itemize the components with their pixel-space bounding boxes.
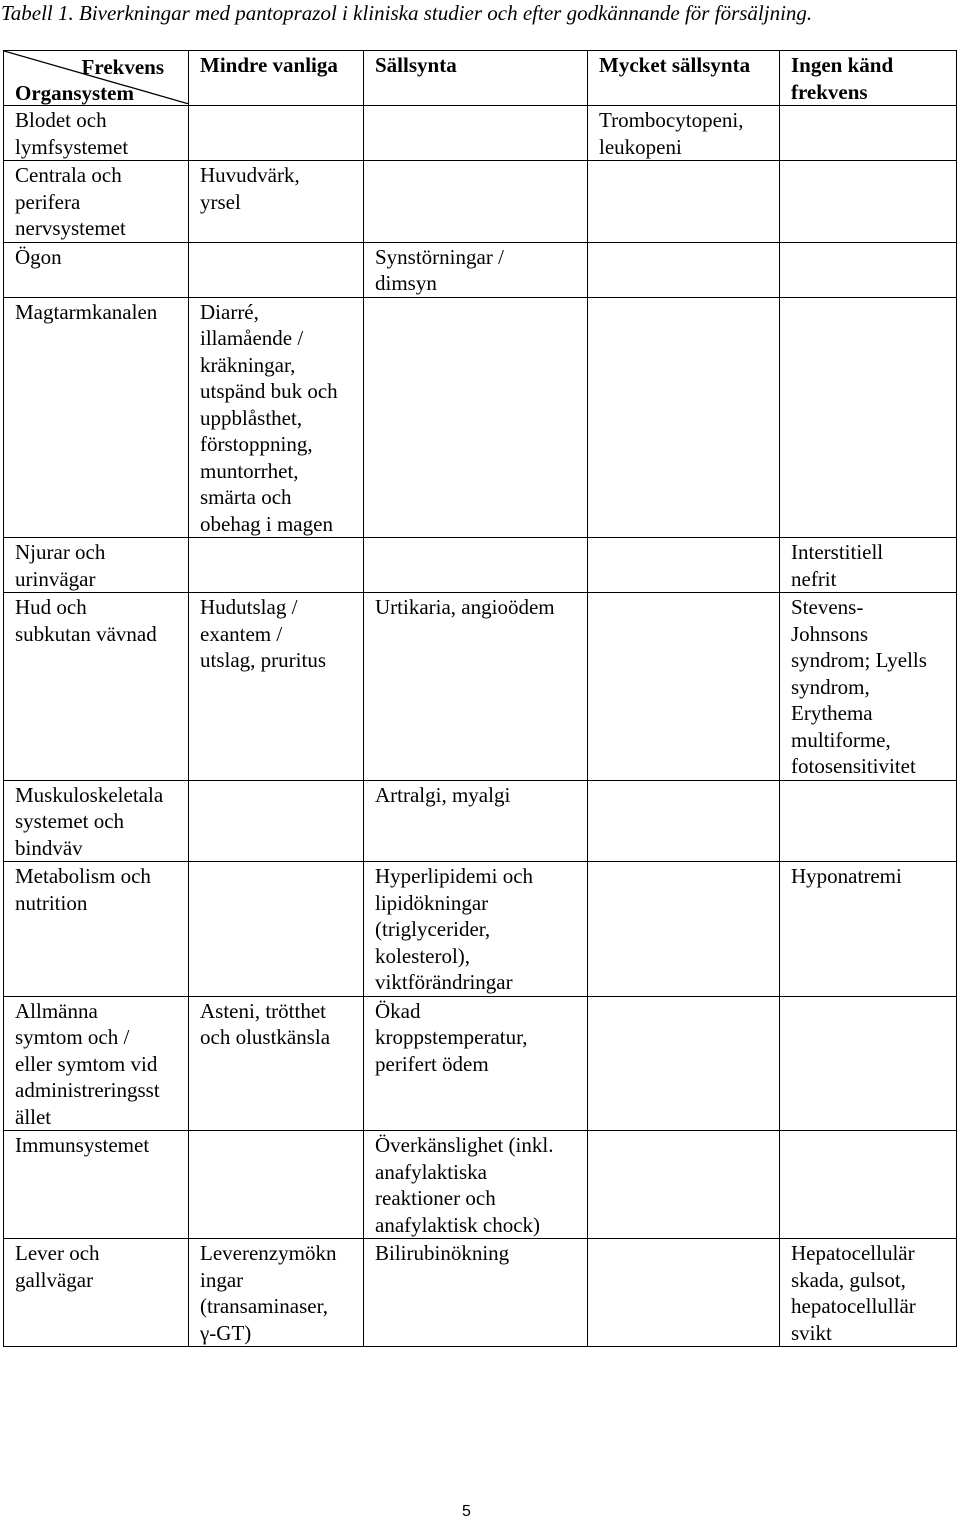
sallsynta-cell-text: kroppstemperatur, xyxy=(375,1025,528,1049)
mindre-vanliga-cell-text: Diarré, xyxy=(200,299,259,324)
sallsynta-cell-text: Artralgi, myalgi xyxy=(375,782,511,807)
organ-cell-text: lymfsystemet xyxy=(15,134,129,159)
header-frekvens: Frekvens xyxy=(81,55,164,79)
mycket-sallsynta-cell xyxy=(588,1239,780,1347)
sallsynta-cell-text: reaktioner och xyxy=(375,1186,496,1210)
ingen-kand-cell xyxy=(780,161,957,243)
adverse-reactions-table xyxy=(3,50,957,1347)
sallsynta-cell xyxy=(364,106,588,161)
table-row xyxy=(4,297,957,538)
mindre-vanliga-cell-text: Asteni, trötthet xyxy=(200,998,326,1023)
table-row xyxy=(4,1131,957,1239)
sallsynta-cell xyxy=(364,996,588,1131)
organ-cell-text: nervsystemet xyxy=(15,216,126,240)
ingen-kand-cell-text: Interstitiell xyxy=(791,540,884,564)
organ-cell xyxy=(4,538,189,593)
organ-cell-text: administreringsst xyxy=(15,1078,160,1102)
organ-cell-text: Centrala och xyxy=(15,163,122,187)
ingen-kand-cell-text: Stevens- xyxy=(791,595,864,619)
header-mycket-sallsynta: Mycket sällsynta xyxy=(588,51,780,106)
organ-cell-text: Njurar och xyxy=(15,540,106,564)
mindre-vanliga-cell xyxy=(189,593,364,781)
sallsynta-cell-text: anafylaktiska xyxy=(375,1159,487,1184)
sallsynta-cell xyxy=(364,862,588,997)
organ-cell-text: Hud och xyxy=(15,595,87,619)
mindre-vanliga-cell-text: Hudutslag / xyxy=(200,595,298,619)
organ-cell-text: perifera xyxy=(15,189,81,214)
ingen-kand-cell xyxy=(780,996,957,1131)
sallsynta-cell-text: Ökad xyxy=(375,998,421,1023)
mindre-vanliga-cell-text: exantem / xyxy=(200,621,283,646)
header-corner-cell xyxy=(4,51,189,106)
sallsynta-cell-text: Hyperlipidemi och xyxy=(375,864,534,888)
organ-cell xyxy=(4,593,189,781)
mycket-sallsynta-cell xyxy=(588,538,780,593)
ingen-kand-cell xyxy=(780,242,957,297)
ingen-kand-cell-text: syndrom; Lyells xyxy=(791,648,927,672)
ingen-kand-cell-text: fotosensitivitet xyxy=(791,754,916,778)
organ-cell-text: Immunsystemet xyxy=(15,1133,150,1157)
table-row xyxy=(4,106,957,161)
ingen-kand-cell-text: multiforme, xyxy=(791,727,891,752)
organ-cell-text: nutrition xyxy=(15,890,88,915)
header-mindre-vanliga: Mindre vanliga xyxy=(189,51,364,106)
table-row xyxy=(4,862,957,997)
table-row xyxy=(4,161,957,243)
mycket-sallsynta-cell xyxy=(588,161,780,243)
mindre-vanliga-cell xyxy=(189,1239,364,1347)
mindre-vanliga-cell-text: uppblåsthet, xyxy=(200,405,303,430)
organ-cell xyxy=(4,1239,189,1347)
organ-cell xyxy=(4,161,189,243)
mindre-vanliga-cell-text: γ-GT) xyxy=(200,1320,252,1345)
organ-cell-text: Lever och xyxy=(15,1241,100,1265)
organ-cell-text: gallvägar xyxy=(15,1267,94,1292)
sallsynta-cell xyxy=(364,161,588,243)
mindre-vanliga-cell-text: utspänd buk och xyxy=(200,379,338,403)
sallsynta-cell-text: viktförändringar xyxy=(375,970,513,994)
organ-cell-text: Allmänna xyxy=(15,998,98,1023)
ingen-kand-cell-text: Johnsons xyxy=(791,621,869,646)
mindre-vanliga-cell xyxy=(189,1131,364,1239)
table-caption: Tabell 1. Biverkningar med pantoprazol i kliniska studier och efter godkännande för försäljning. xyxy=(1,1,813,25)
ingen-kand-cell xyxy=(780,1131,957,1239)
ingen-kand-cell-text: hepatocellullär xyxy=(791,1294,916,1318)
sallsynta-cell xyxy=(364,242,588,297)
organ-cell-text: Blodet och xyxy=(15,108,107,132)
mycket-sallsynta-cell xyxy=(588,242,780,297)
sallsynta-cell xyxy=(364,538,588,593)
ingen-kand-cell xyxy=(780,538,957,593)
mycket-sallsynta-cell xyxy=(588,862,780,997)
organ-cell-text: Muskuloskeletala xyxy=(15,782,164,807)
mindre-vanliga-cell-text: smärta och xyxy=(200,485,292,509)
mycket-sallsynta-cell xyxy=(588,780,780,862)
mindre-vanliga-cell xyxy=(189,780,364,862)
mindre-vanliga-cell xyxy=(189,996,364,1131)
mindre-vanliga-cell xyxy=(189,297,364,538)
organ-cell xyxy=(4,106,189,161)
table-row xyxy=(4,1239,957,1347)
organ-cell xyxy=(4,242,189,297)
ingen-kand-cell xyxy=(780,1239,957,1347)
mycket-sallsynta-cell xyxy=(588,1131,780,1239)
organ-cell-text: bindväv xyxy=(15,835,83,860)
sallsynta-cell xyxy=(364,1131,588,1239)
sallsynta-cell-text: kolesterol), xyxy=(375,943,471,968)
organ-cell xyxy=(4,297,189,538)
organ-cell xyxy=(4,862,189,997)
mindre-vanliga-cell-text: Leverenzymökn xyxy=(200,1241,337,1265)
mindre-vanliga-cell-text: (transaminaser, xyxy=(200,1294,329,1318)
mindre-vanliga-cell xyxy=(189,538,364,593)
organ-cell xyxy=(4,996,189,1131)
organ-cell-text: Ögon xyxy=(15,244,62,269)
mindre-vanliga-cell xyxy=(189,161,364,243)
mindre-vanliga-cell xyxy=(189,242,364,297)
ingen-kand-cell-text: syndrom, xyxy=(791,674,870,699)
ingen-kand-cell-text: Hyponatremi xyxy=(791,864,902,888)
table-header-row xyxy=(4,51,957,106)
mindre-vanliga-cell xyxy=(189,106,364,161)
organ-cell-text: systemet och xyxy=(15,809,125,833)
organ-cell-text: ället xyxy=(15,1104,52,1129)
mycket-sallsynta-cell xyxy=(588,297,780,538)
ingen-kand-cell-text: svikt xyxy=(791,1320,832,1345)
mindre-vanliga-cell-text: illamående / xyxy=(200,326,304,350)
sallsynta-cell xyxy=(364,1239,588,1347)
ingen-kand-cell-text: nefrit xyxy=(791,566,837,591)
organ-cell-text: Magtarmkanalen xyxy=(15,299,158,324)
mindre-vanliga-cell-text: förstoppning, xyxy=(200,432,313,456)
sallsynta-cell-text: lipidökningar xyxy=(375,890,489,915)
table-row xyxy=(4,242,957,297)
mindre-vanliga-cell xyxy=(189,862,364,997)
mindre-vanliga-cell-text: yrsel xyxy=(200,189,241,214)
sallsynta-cell-text: Urtikaria, angioödem xyxy=(375,595,555,619)
mycket-sallsynta-cell-text: leukopeni xyxy=(599,134,682,159)
mindre-vanliga-cell-text: och olustkänsla xyxy=(200,1025,331,1049)
ingen-kand-cell xyxy=(780,780,957,862)
sallsynta-cell-text: dimsyn xyxy=(375,271,437,295)
header-frekvens-line: frekvens xyxy=(791,79,868,104)
organ-cell xyxy=(4,1131,189,1239)
ingen-kand-cell-text: Erythema xyxy=(791,701,873,725)
ingen-kand-cell xyxy=(780,862,957,997)
sallsynta-cell xyxy=(364,593,588,781)
table-row xyxy=(4,593,957,781)
ingen-kand-cell xyxy=(780,297,957,538)
ingen-kand-cell xyxy=(780,106,957,161)
ingen-kand-cell xyxy=(780,593,957,781)
sallsynta-cell-text: anafylaktisk chock) xyxy=(375,1212,541,1237)
organ-cell-text: symtom och / xyxy=(15,1025,130,1049)
table-row xyxy=(4,538,957,593)
mindre-vanliga-cell-text: ingar xyxy=(200,1267,244,1292)
header-organsystem: Organsystem xyxy=(15,81,134,105)
table-row xyxy=(4,996,957,1131)
header-sallsynta: Sällsynta xyxy=(364,51,588,106)
mycket-sallsynta-cell xyxy=(588,593,780,781)
sallsynta-cell-text: Överkänslighet (inkl. xyxy=(375,1133,554,1157)
mindre-vanliga-cell-text: obehag i magen xyxy=(200,511,333,536)
organ-cell-text: Metabolism och xyxy=(15,864,151,888)
ingen-kand-cell-text: Hepatocellulär xyxy=(791,1241,915,1265)
organ-cell-text: eller symtom vid xyxy=(15,1051,158,1076)
sallsynta-cell-text: (triglycerider, xyxy=(375,917,491,941)
page-number: 5 xyxy=(462,1503,471,1520)
sallsynta-cell-text: Bilirubinökning xyxy=(375,1241,510,1265)
mycket-sallsynta-cell xyxy=(588,996,780,1131)
mindre-vanliga-cell-text: muntorrhet, xyxy=(200,458,299,483)
mycket-sallsynta-cell xyxy=(588,106,780,161)
mindre-vanliga-cell-text: Huvudvärk, xyxy=(200,163,300,187)
sallsynta-cell-text: Synstörningar / xyxy=(375,244,504,269)
mindre-vanliga-cell-text: kräkningar, xyxy=(200,352,296,377)
header-ingen-kand-line: Ingen känd xyxy=(791,53,894,77)
sallsynta-cell-text: perifert ödem xyxy=(375,1051,489,1076)
table-row xyxy=(4,780,957,862)
sallsynta-cell xyxy=(364,297,588,538)
organ-cell-text: urinvägar xyxy=(15,566,96,591)
organ-cell-text: subkutan vävnad xyxy=(15,621,157,646)
mindre-vanliga-cell-text: utslag, pruritus xyxy=(200,648,326,672)
header-ingen-kand-frekvens xyxy=(780,51,957,106)
mycket-sallsynta-cell-text: Trombocytopeni, xyxy=(599,108,744,132)
sallsynta-cell xyxy=(364,780,588,862)
organ-cell xyxy=(4,780,189,862)
ingen-kand-cell-text: skada, gulsot, xyxy=(791,1267,906,1292)
